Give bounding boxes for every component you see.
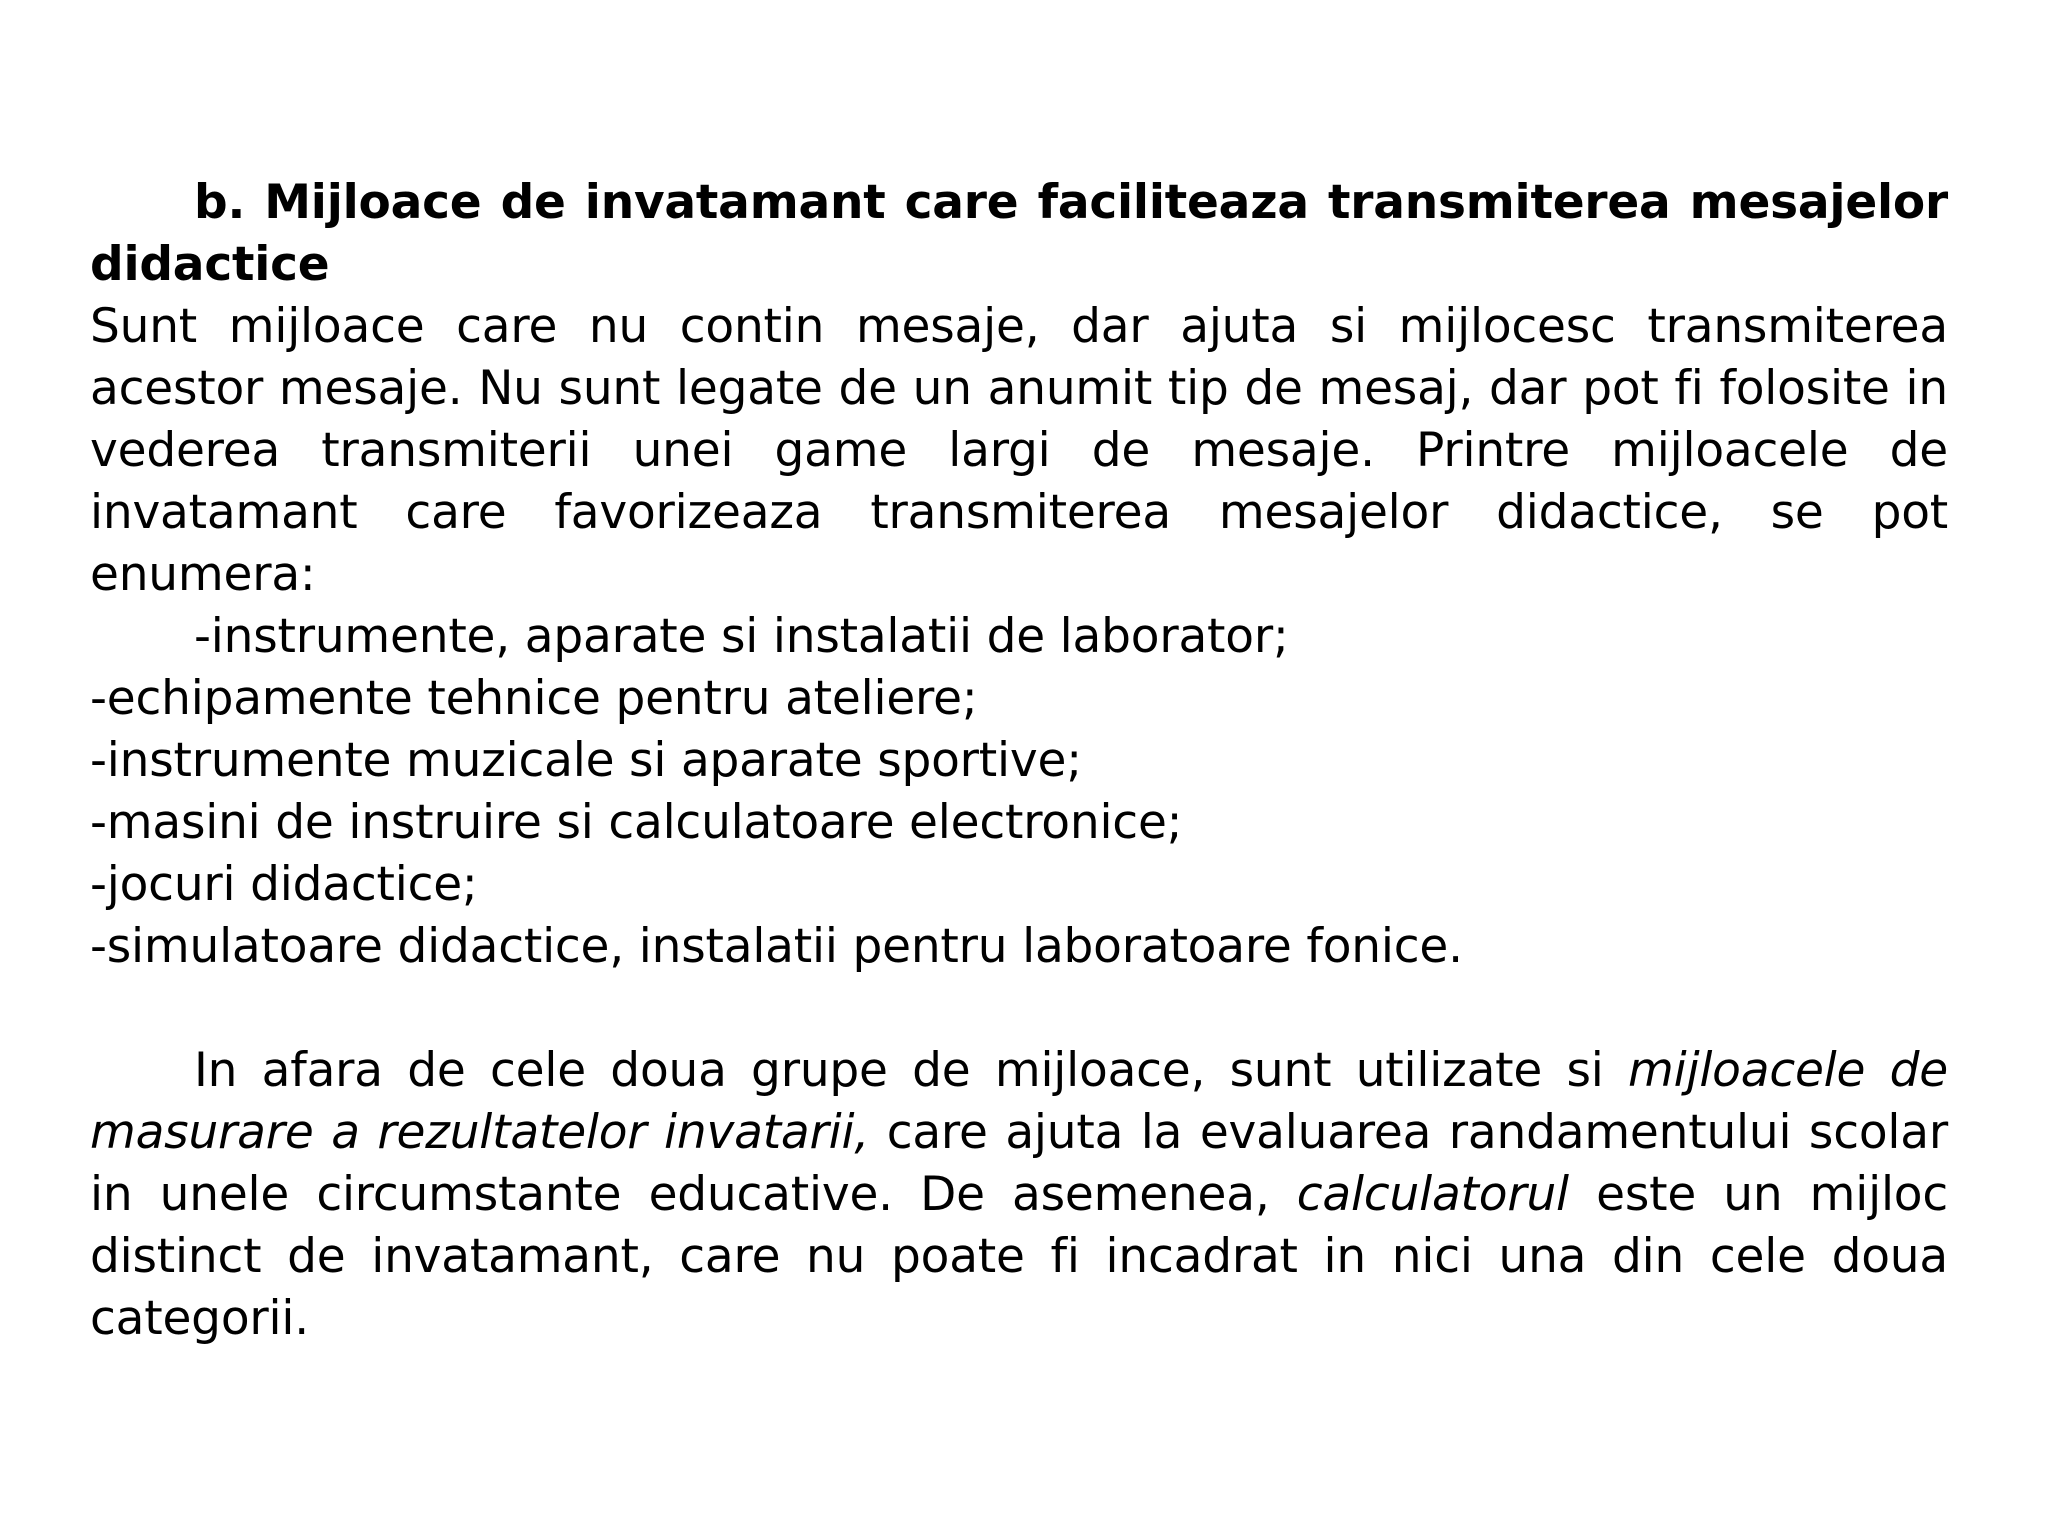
closing-text-2: care ajuta la evaluarea randamentului scolar in unele circumstante educative. De asemenea, xyxy=(90,1105,1948,1222)
closing-italic-2: calculatorul xyxy=(1296,1167,1569,1222)
tools-list xyxy=(90,606,1948,978)
spacer xyxy=(90,978,1948,1040)
list-item: -masini de instruire si calculatoare electronice; xyxy=(90,795,1183,850)
section-heading: b. Mijloace de invatamant care faciliteaza transmiterea mesajelor didactice xyxy=(90,175,1948,292)
list-item: -simulatoare didactice, instalatii pentru laboratoare fonice. xyxy=(90,919,1463,974)
intro-paragraph: Sunt mijloace care nu contin mesaje, dar ajuta si mijlocesc transmiterea acestor mesaje. Nu sunt legate de un anumit tip de mesaj, dar pot fi folosite in vederea transmiterii unei game largi de mesaje. Printre mijloacele de invatamant care favorizeaza transmiterea mesajelor didactice, se pot enumera: xyxy=(90,299,1948,602)
closing-text-1: In afara de cele doua grupe de mijloace, sunt utilizate si xyxy=(194,1043,1629,1098)
closing-paragraph xyxy=(90,1040,1948,1350)
list-item: -instrumente, aparate si instalatii de laborator; xyxy=(194,609,1289,664)
list-item: -echipamente tehnice pentru ateliere; xyxy=(90,671,978,726)
slide-content xyxy=(90,172,1948,1350)
closing-italic-1: mijloacele de masurare a rezultatelor invatarii, xyxy=(90,1043,1948,1160)
list-item: -jocuri didactice; xyxy=(90,857,478,912)
closing-text-3: este un mijloc distinct de invatamant, care nu poate fi incadrat in nici una din cele doua categorii. xyxy=(90,1167,1948,1346)
list-item: -instrumente muzicale si aparate sportive; xyxy=(90,733,1082,788)
